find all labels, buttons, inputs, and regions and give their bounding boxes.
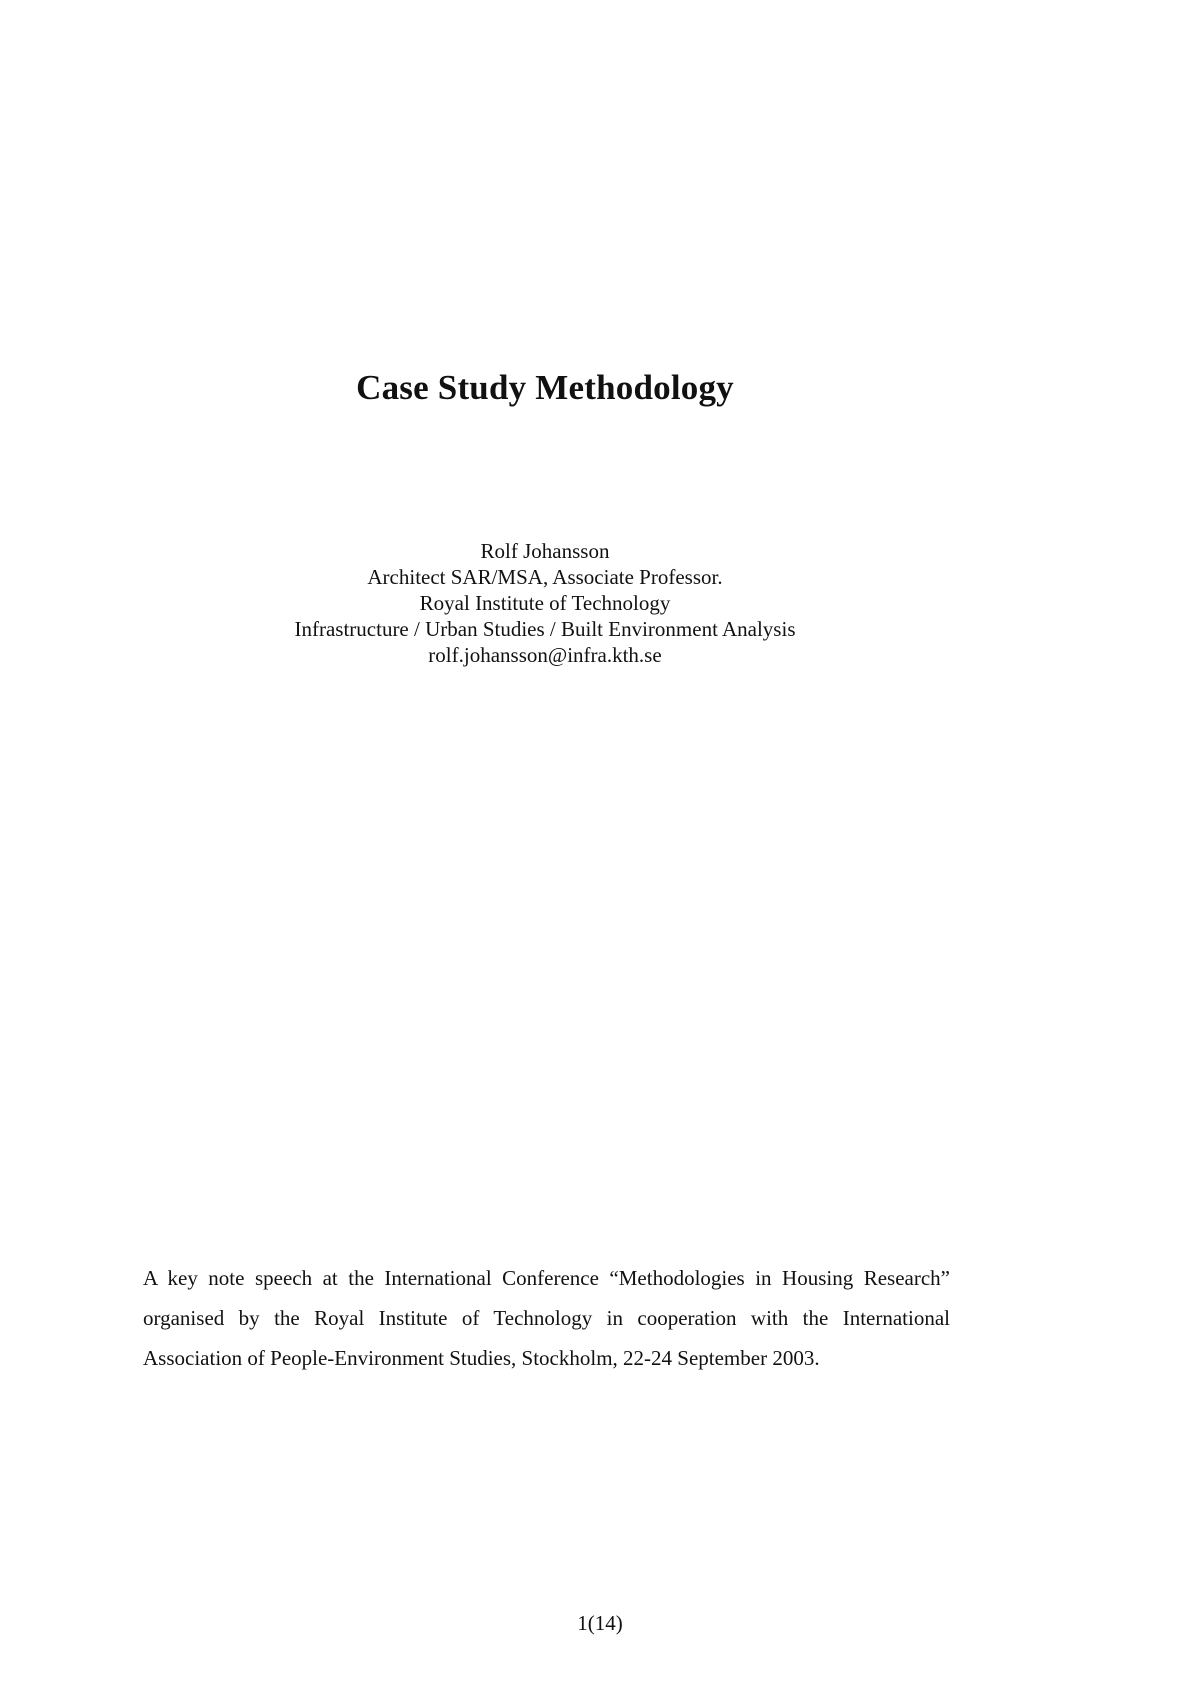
author-position: Architect SAR/MSA, Associate Professor. — [367, 565, 723, 589]
author-department: Infrastructure / Urban Studies / Built Environment Analysis — [294, 617, 796, 641]
author-info — [0, 538, 1090, 668]
author-email: rolf.johansson@infra.kth.se — [428, 643, 662, 667]
page-number: 1(14) — [577, 1611, 623, 1635]
conference-note: A key note speech at the International Conference “Methodologies in Housing Research” organised by the Royal Institute of Technology in cooperation with the International Association of People-Environment Studies, Stockholm, 22-24 September 2003. — [143, 1266, 950, 1370]
author-name: Rolf Johansson — [480, 539, 610, 563]
author-institution: Royal Institute of Technology — [419, 591, 671, 615]
document-title: Case Study Methodology — [356, 368, 734, 407]
